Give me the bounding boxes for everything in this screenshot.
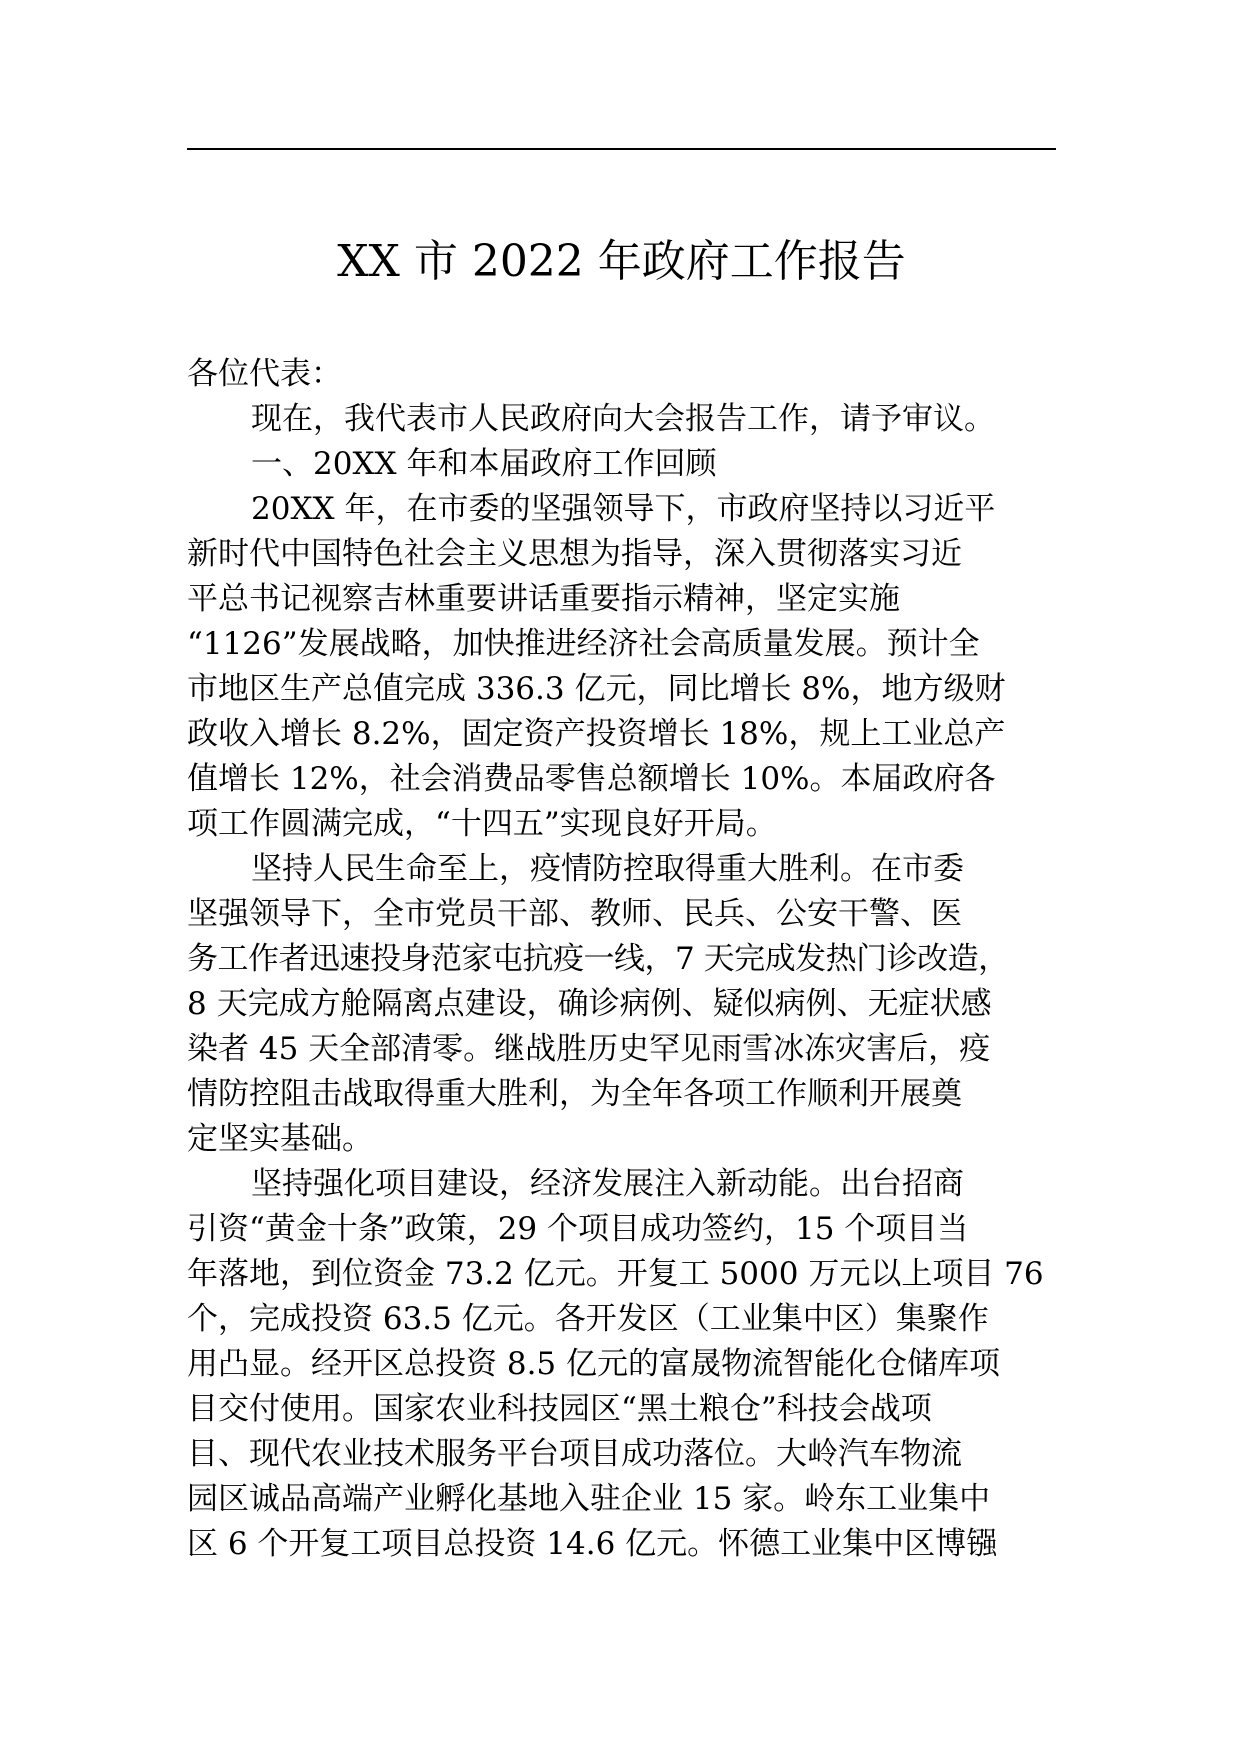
paragraph-line: 坚强领导下，全市党员干部、教师、民兵、公安干警、医	[187, 896, 962, 932]
document-body	[187, 352, 1056, 1567]
paragraph-line: 目交付使用。国家农业科技园区“黑土粮仓”科技会战项	[187, 1391, 932, 1427]
paragraph-line: 坚持人民生命至上，疫情防控取得重大胜利。在市委	[251, 851, 964, 887]
paragraph-line: 8 天完成方舱隔离点建设，确诊病例、疑似病例、无症状感	[187, 986, 992, 1022]
paragraph-line: 务工作者迅速投身范家屯抗疫一线，7 天完成发热门诊改造，	[187, 941, 1009, 977]
paragraph-line: 新时代中国特色社会主义思想为指导，深入贯彻落实习近	[187, 536, 962, 572]
paragraph-line: 政收入增长 8.2%，固定资产投资增长 18%，规上工业总产	[187, 716, 1006, 752]
salutation: 各位代表：	[187, 356, 342, 392]
paragraph-line: 用凸显。经开区总投资 8.5 亿元的富晟物流智能化仓储库项	[187, 1346, 1001, 1382]
document-title: XX 市 2022 年政府工作报告	[337, 236, 906, 287]
section-heading: 一、20XX 年和本届政府工作回顾	[251, 446, 717, 482]
paragraph-line: 平总书记视察吉林重要讲话重要指示精神，坚定实施	[187, 581, 900, 617]
paragraph-line: 园区诚品高端产业孵化基地入驻企业 15 家。岭东工业集中	[187, 1481, 991, 1517]
paragraph-line: “1126”发展战略，加快推进经济社会高质量发展。预计全	[187, 626, 980, 662]
paragraph-line: 引资“黄金十条”政策，29 个项目成功签约，15 个项目当	[187, 1211, 969, 1247]
intro-paragraph-line: 现在，我代表市人民政府向大会报告工作，请予审议。	[251, 401, 995, 437]
paragraph-line: 值增长 12%，社会消费品零售总额增长 10%。本届政府各	[187, 761, 996, 797]
paragraph-line: 年落地，到位资金 73.2 亿元。开复工 5000 万元以上项目 76	[187, 1256, 1044, 1292]
header-rule	[187, 148, 1056, 150]
paragraph-line: 染者 45 天全部清零。继战胜历史罕见雨雪冰冻灾害后，疫	[187, 1031, 991, 1067]
paragraph-line: 定坚实基础。	[187, 1121, 373, 1157]
paragraph-line: 20XX 年，在市委的坚强领导下，市政府坚持以习近平	[251, 491, 996, 527]
paragraph-line: 项工作圆满完成，“十四五”实现良好开局。	[187, 806, 777, 842]
paragraph-line: 情防控阻击战取得重大胜利，为全年各项工作顺利开展奠	[187, 1076, 962, 1112]
paragraph-line: 区 6 个开复工项目总投资 14.6 亿元。怀德工业集中区博镪	[187, 1526, 998, 1562]
paragraph-line: 市地区生产总值完成 336.3 亿元，同比增长 8%，地方级财	[187, 671, 1006, 707]
paragraph-line: 目、现代农业技术服务平台项目成功落位。大岭汽车物流	[187, 1436, 962, 1472]
paragraph-line: 坚持强化项目建设，经济发展注入新动能。出台招商	[251, 1166, 964, 1202]
paragraph-line: 个，完成投资 63.5 亿元。各开发区（工业集中区）集聚作	[187, 1301, 989, 1337]
